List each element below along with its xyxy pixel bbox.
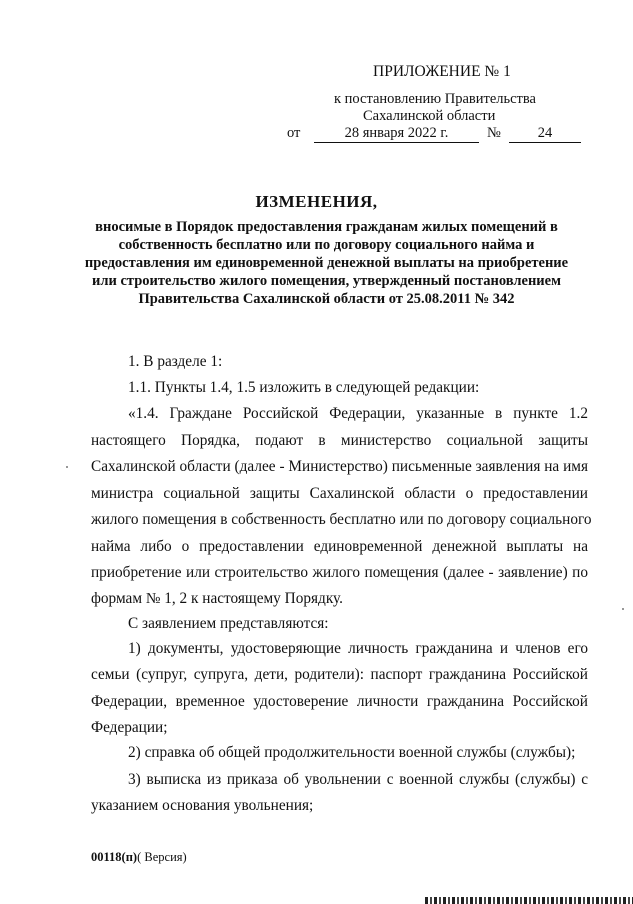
version-label: ( Версия) [137, 850, 187, 864]
document-title: ИЗМЕНЕНИЯ, [255, 192, 378, 211]
body-line: жилого помещения в собственность бесплатно или по договору социального [91, 511, 592, 528]
body-line: 1.1. Пункты 1.4, 1.5 изложить в следующей редакции: [128, 379, 480, 396]
body-line: министра социальной защиты Сахалинской области о предоставлении [91, 485, 588, 502]
subtitle-line: предоставления им единовременной денежной выплаты на приобретение [84, 255, 569, 271]
region-name: Сахалинской области [363, 108, 496, 124]
body-line: С заявлением представляются: [128, 615, 329, 632]
document-footer [91, 850, 187, 865]
body-line: приобретение или строительство жилого помещения (далее - заявление) по [91, 564, 588, 581]
body-line: семьи (супруг, супруга, дети, родители): паспорт гражданина Российской [91, 666, 588, 683]
body-line: 1) документы, удостоверяющие личность гражданина и членов его [128, 640, 588, 657]
body-line: указанием основания увольнения; [91, 797, 314, 814]
decree-date: 28 января 2022 г. [314, 125, 479, 143]
body-line: 3) выписка из приказа об увольнении с военной службы (службы) с [128, 771, 588, 788]
body-line: 2) справка об общей продолжительности военной службы (службы); [128, 744, 576, 761]
body-line: формам № 1, 2 к настоящему Порядку. [91, 590, 343, 607]
subtitle-line: собственность бесплатно или по договору социального найма и [118, 237, 535, 253]
body-line: найма либо о предоставлении единовременной денежной выплаты на [91, 538, 588, 555]
subtitle-line: Правительства Сахалинской области от 25.08.2011 № 342 [138, 291, 515, 307]
subtitle-line: или строительство жилого помещения, утвержденный постановлением [92, 273, 561, 289]
appendix-label: ПРИЛОЖЕНИЕ № 1 [373, 63, 511, 80]
body-line: 1. В разделе 1: [128, 353, 223, 370]
decree-reference: к постановлению Правительства [334, 91, 536, 107]
scan-edge-mark [425, 897, 633, 904]
body-line: Федерации, временное удостоверение личности гражданина Российской [91, 693, 588, 710]
body-line: Федерации; [91, 719, 168, 736]
scan-speck [622, 608, 624, 610]
document-code: 00118(п) [91, 850, 138, 864]
decree-number: 24 [509, 125, 581, 143]
scan-speck [66, 466, 68, 468]
from-label: от [287, 125, 301, 141]
body-line: Сахалинской области (далее - Министерство) письменные заявления на имя [91, 458, 588, 475]
body-line: «1.4. Граждане Российской Федерации, указанные в пункте 1.2 [128, 405, 588, 422]
body-line: настоящего Порядка, подают в министерство социальной защиты [91, 432, 588, 449]
number-label: № [487, 125, 501, 141]
document-subtitle [60, 218, 593, 308]
subtitle-line: вносимые в Порядок предоставления гражданам жилых помещений в [95, 219, 558, 235]
